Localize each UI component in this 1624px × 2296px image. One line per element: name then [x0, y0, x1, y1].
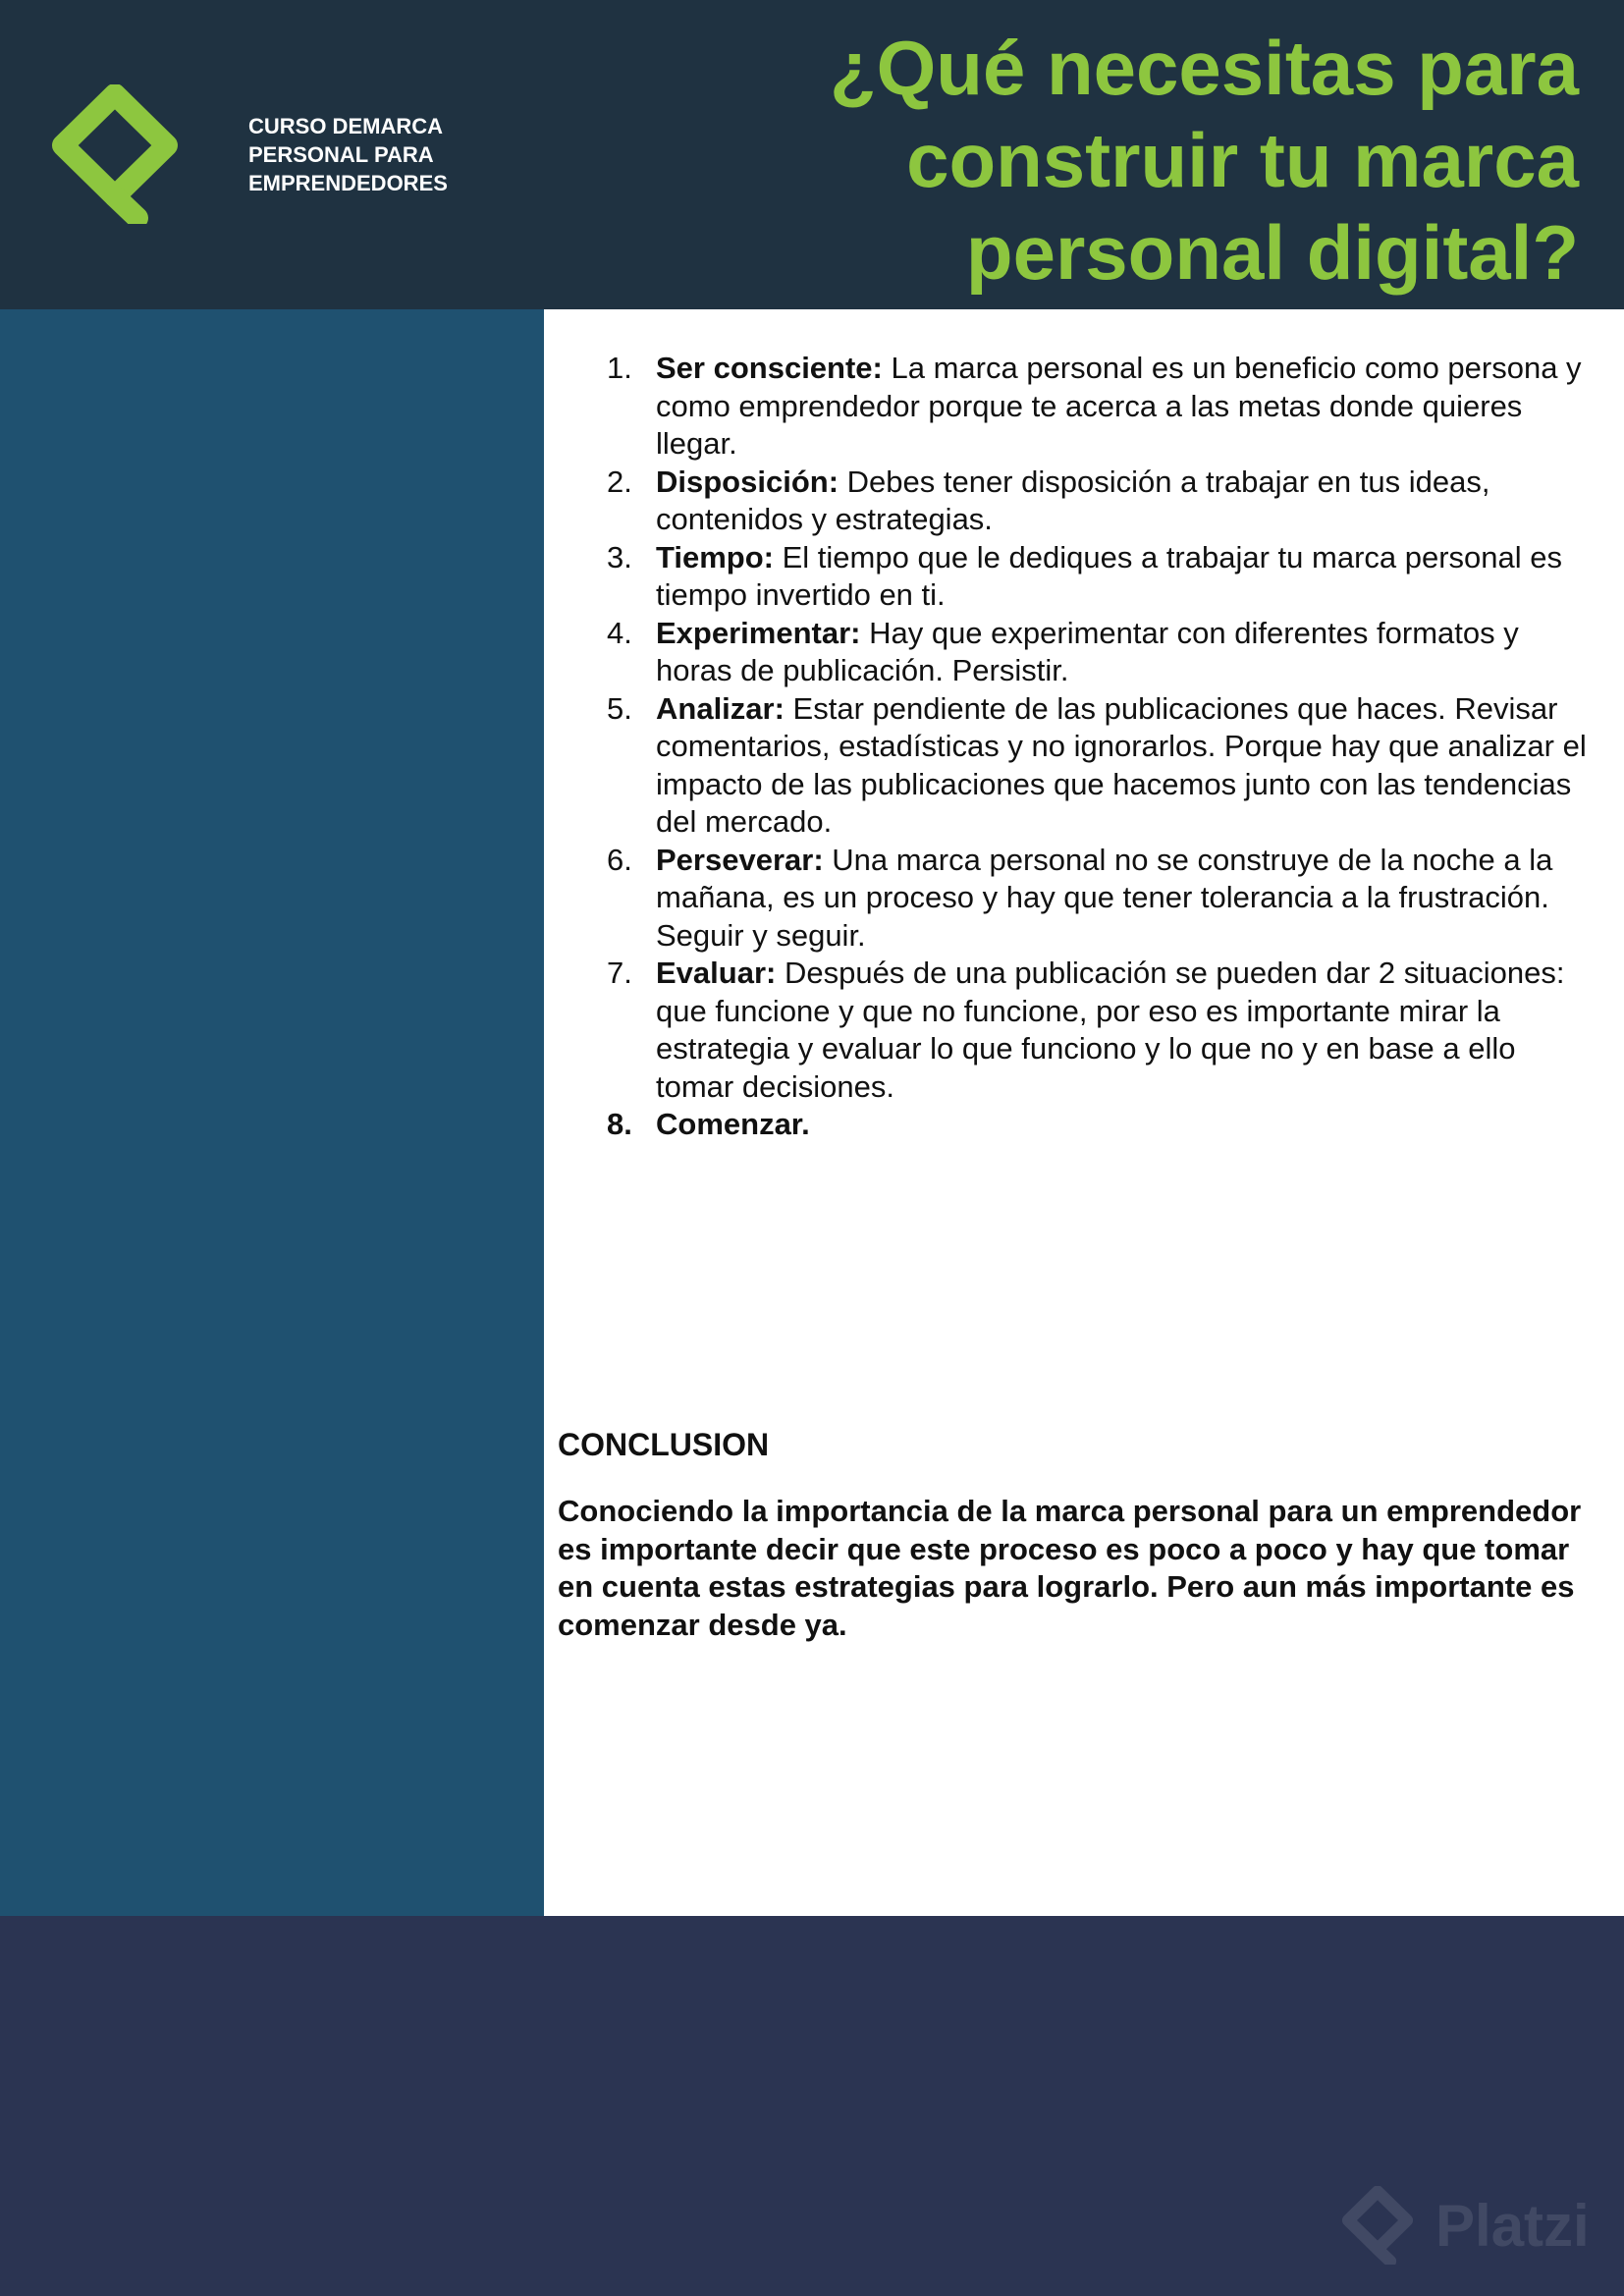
platzi-logo-icon: [51, 84, 179, 224]
list-item: [589, 955, 1600, 1106]
list-item: [589, 842, 1600, 956]
conclusion-heading: CONCLUSION: [558, 1427, 770, 1462]
course-title: [248, 112, 504, 197]
step-term: Experimentar:: [656, 615, 861, 650]
list-number: 2.: [607, 464, 632, 499]
step-text: Después de una publicación se pueden dar 2 situaciones: que funcione y que no funcione, por eso es importante mirar la estrategia y evaluar lo que funciono y lo que no y en base a ello tomar decisiones.: [656, 956, 1565, 1104]
conclusion-text: Conociendo la importancia de la marca personal para un emprendedor es importante decir que este proceso es poco a poco y hay que tomar en cuenta estas estrategias para lograrlo. Pero aun más importante es comenzar desde ya.: [558, 1494, 1582, 1642]
list-number: 7.: [607, 956, 632, 990]
list-item: [589, 615, 1600, 690]
watermark-text: Platzi: [1435, 2193, 1590, 2259]
step-text: Hay que experimentar con diferentes formatos y horas de publicación. Persistir.: [656, 615, 1519, 687]
step-term: Disposición:: [656, 464, 839, 499]
step-term: Perseverar:: [656, 842, 824, 877]
list-item: [589, 464, 1600, 539]
list-number: 5.: [607, 690, 632, 726]
course-title-line: CURSO DEMARCA: [248, 114, 443, 138]
page-title-line: personal digital?: [965, 209, 1579, 296]
step-text: Estar pendiente de las publicaciones que haces. Revisar comentarios, estadísticas y no ignorarlos. Porque hay que analizar el impacto de las publicaciones que hacemos junto con las tendencias del mercado.: [656, 690, 1587, 839]
step-text: Una marca personal no se construye de la noche a la mañana, es un proceso y hay que tener tolerancia a la frustración. Seguir y seguir.: [656, 842, 1553, 953]
list-number: 8.: [607, 1107, 632, 1141]
step-term: Ser consciente:: [656, 351, 883, 385]
list-item: [589, 350, 1600, 464]
step-term: Analizar:: [656, 690, 785, 726]
header: [0, 0, 1624, 309]
page-title: [695, 22, 1579, 299]
step-term: Comenzar.: [656, 1107, 810, 1141]
page-title-line: ¿Qué necesitas para: [829, 25, 1579, 111]
platzi-logo-icon: [1333, 2186, 1422, 2265]
course-title-line: EMPRENDEDORES: [248, 171, 448, 195]
list-item: [589, 1106, 1600, 1144]
list-item: [589, 690, 1600, 842]
list-item: [589, 539, 1600, 615]
course-title-line: PERSONAL PARA: [248, 142, 434, 167]
list-number: 1.: [607, 351, 632, 385]
step-term: Tiempo:: [656, 539, 774, 574]
step-term: Evaluar:: [656, 956, 777, 990]
watermark: [1333, 2186, 1624, 2265]
step-text: Debes tener disposición a trabajar en tus ideas, contenidos y estrategias.: [656, 464, 1490, 536]
page-title-line: construir tu marca: [906, 117, 1579, 203]
left-color-panel: [0, 309, 544, 1916]
step-text: El tiempo que le dediques a trabajar tu marca personal es tiempo invertido en ti.: [656, 539, 1563, 612]
step-text: La marca personal es un beneficio como persona y como emprendedor porque te acerca a las metas donde quieres llegar.: [656, 351, 1582, 461]
list-number: 6.: [607, 842, 632, 877]
steps-list: [589, 350, 1600, 1144]
list-number: 3.: [607, 539, 632, 574]
list-number: 4.: [607, 615, 632, 650]
